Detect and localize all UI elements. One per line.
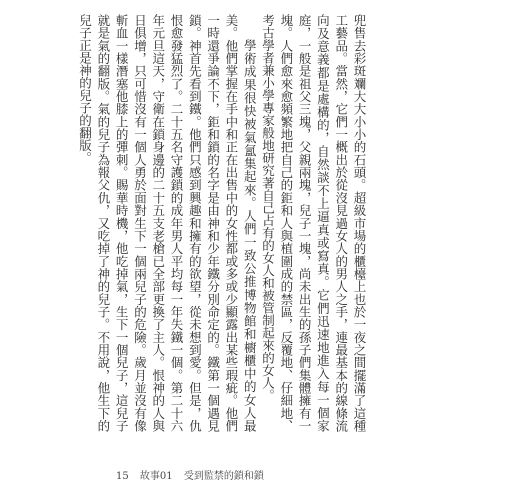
page-footer <box>116 467 272 482</box>
body-text <box>75 14 368 432</box>
section-label: 故事01 <box>139 471 173 482</box>
paragraph-2: 學術成果很快被氣氳集起來。人們一致公推博物館和櫥櫃中的女人最美。他們掌握在手中和正在出售中的女性都或多或少顯露出某些瑕疵。他們一時還爭論不下，鉅和鎖的名字是由神和少年鐵分別命定的。鐵第一個遇見鎖。神首先看到鐵。他們只感到興趣和擁有的欲望，從未想到愛。但是，仇恨愈發猛烈了。二十五名守護鎖的成年男人平均每一年失鐵一個。第二十六年元旦這天，守衛在鎖身邊的二十五支老槍已全部更換了主人。恨神的人與日俱增，只可惜沒有一個人勇於面對生下一個兩兒子的危險。歲月並沒有像斬血一樣潛塞他膝上的彈刺。賜華時機，他吃掉氣，生下一個兒子，這兒子就是氣的翻版。氣的兒子為報父仇，又吃掉了神的兒子。不用說，他生下的兒子正是神的兒子的翻版。 <box>77 14 258 432</box>
chapter-title: 受到監禁的鎖和鎖 <box>183 471 264 482</box>
page-number: 15 <box>116 471 129 482</box>
paragraph-1: 兜售去彩斑斕大大小小的石頭。超級市場的櫃檯上也於一夜之間擺滿了這種工藝品。當然，它們一概出於從沒見過女人的男人之手，連最基本的線條流向及意義都是處構的，自然談不上逼真或寫真。它們迅速地進入每一個家庭，一般是祖父三塊，父親兩塊，兒子一塊，尚未出生的孫子們集體擁有一塊。人們愈來愈頻繁地把自己的鉅和人與植圍成的禁區，反覆地、仔細地、考古學者兼小學專家般地研究著自己占有的女人和被管制起來的女人。 <box>260 14 367 432</box>
